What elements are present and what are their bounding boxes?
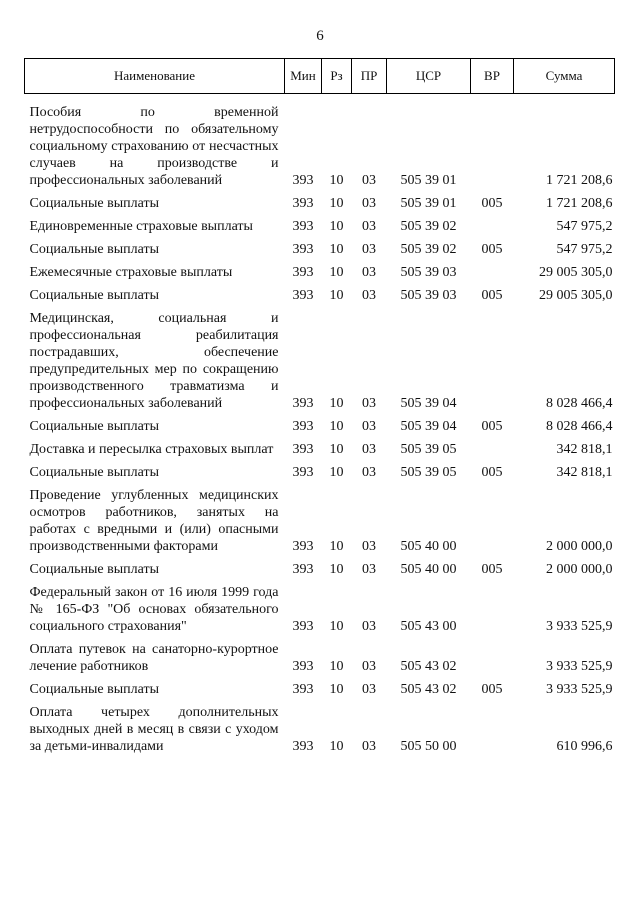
cell-min: 393 [292, 739, 314, 754]
cell-sum: 29 005 305,0 [539, 265, 613, 280]
cell-csr: 505 43 00 [400, 619, 457, 634]
cell-csr: 505 39 04 [400, 419, 457, 434]
cell-vr: 005 [481, 562, 503, 577]
cell-pr: 03 [362, 619, 376, 634]
header-vr: ВР [471, 59, 514, 94]
header-sum: Сумма [514, 59, 615, 94]
table-row [25, 258, 615, 281]
cell-sum: 2 000 000,0 [546, 562, 613, 577]
cell-rz: 10 [329, 682, 344, 697]
cell-csr: 505 50 00 [400, 739, 457, 754]
cell-min: 393 [292, 442, 314, 457]
header-rz: Рз [322, 59, 352, 94]
table-row [25, 304, 615, 412]
cell-pr: 03 [362, 739, 376, 754]
cell-vr [471, 578, 514, 635]
cell-csr: 505 39 01 [400, 196, 457, 211]
table-row [25, 458, 615, 481]
cell-name: Социальные выплаты [29, 419, 160, 434]
cell-rz: 10 [329, 659, 344, 674]
cell-pr: 03 [362, 562, 376, 577]
cell-rz: 10 [329, 465, 344, 480]
table-row [25, 281, 615, 304]
header-pr: ПР [352, 59, 387, 94]
cell-sum: 3 933 525,9 [546, 659, 613, 674]
cell-vr [471, 94, 514, 190]
cell-min: 393 [292, 173, 314, 188]
table-row [25, 94, 615, 190]
cell-rz: 10 [329, 288, 344, 303]
cell-pr: 03 [362, 196, 376, 211]
table-row [25, 675, 615, 698]
cell-sum: 610 996,6 [556, 739, 613, 754]
table-row [25, 412, 615, 435]
cell-vr: 005 [481, 242, 503, 257]
cell-csr: 505 40 00 [400, 562, 457, 577]
table-row [25, 435, 615, 458]
cell-name: Оплата путевок на санаторно-курортное лечение работников [29, 642, 279, 674]
cell-sum: 342 818,1 [556, 465, 613, 480]
cell-sum: 342 818,1 [556, 442, 613, 457]
cell-min: 393 [292, 619, 314, 634]
cell-pr: 03 [362, 419, 376, 434]
cell-rz: 10 [329, 419, 344, 434]
cell-name: Единовременные страховые выплаты [29, 219, 253, 234]
cell-pr: 03 [362, 173, 376, 188]
table-header [25, 59, 615, 94]
cell-rz: 10 [329, 219, 344, 234]
cell-csr: 505 39 03 [400, 288, 457, 303]
cell-vr: 005 [481, 419, 503, 434]
cell-rz: 10 [329, 562, 344, 577]
cell-csr: 505 39 02 [400, 242, 457, 257]
cell-rz: 10 [329, 739, 344, 754]
budget-table [24, 58, 615, 755]
cell-csr: 505 43 02 [400, 682, 457, 697]
cell-min: 393 [292, 419, 314, 434]
cell-rz: 10 [329, 196, 344, 211]
cell-name: Проведение углубленных медицинских осмотров работников, занятых на работах с вредными и (или) опасными производственными факторами [29, 488, 279, 554]
cell-csr: 505 40 00 [400, 539, 457, 554]
header-csr: ЦСР [387, 59, 471, 94]
cell-vr [471, 481, 514, 555]
cell-sum: 8 028 466,4 [546, 419, 613, 434]
cell-name: Социальные выплаты [29, 562, 160, 577]
cell-sum: 2 000 000,0 [546, 539, 613, 554]
header-name: Наименование [25, 59, 285, 94]
cell-sum: 3 933 525,9 [546, 619, 613, 634]
cell-min: 393 [292, 196, 314, 211]
table-row [25, 212, 615, 235]
cell-min: 393 [292, 242, 314, 257]
cell-min: 393 [292, 265, 314, 280]
cell-vr [471, 258, 514, 281]
cell-rz: 10 [329, 396, 344, 411]
cell-csr: 505 39 05 [400, 442, 457, 457]
cell-pr: 03 [362, 396, 376, 411]
cell-vr [471, 212, 514, 235]
cell-pr: 03 [362, 465, 376, 480]
cell-name: Федеральный закон от 16 июля 1999 года № 165-ФЗ "Об основах обязательного социального страхования" [29, 585, 279, 634]
header-min: Мин [285, 59, 322, 94]
table-row [25, 635, 615, 675]
cell-name: Оплата четырех дополнительных выходных дней в месяц в связи с уходом за детьми-инвалидами [29, 705, 279, 754]
cell-vr: 005 [481, 288, 503, 303]
cell-pr: 03 [362, 659, 376, 674]
table-body [25, 94, 615, 756]
table-row [25, 481, 615, 555]
cell-csr: 505 39 05 [400, 465, 457, 480]
cell-vr [471, 435, 514, 458]
page-number: 6 [316, 28, 324, 44]
table-row [25, 555, 615, 578]
cell-name: Социальные выплаты [29, 682, 160, 697]
cell-csr: 505 39 02 [400, 219, 457, 234]
cell-min: 393 [292, 682, 314, 697]
cell-csr: 505 39 03 [400, 265, 457, 280]
cell-vr [471, 304, 514, 412]
cell-sum: 547 975,2 [556, 242, 613, 257]
cell-rz: 10 [329, 539, 344, 554]
cell-sum: 1 721 208,6 [546, 173, 613, 188]
cell-rz: 10 [329, 442, 344, 457]
cell-min: 393 [292, 396, 314, 411]
cell-name: Социальные выплаты [29, 196, 160, 211]
cell-sum: 29 005 305,0 [539, 288, 613, 303]
cell-min: 393 [292, 219, 314, 234]
cell-pr: 03 [362, 242, 376, 257]
cell-pr: 03 [362, 265, 376, 280]
cell-rz: 10 [329, 619, 344, 634]
cell-sum: 8 028 466,4 [546, 396, 613, 411]
table-row [25, 578, 615, 635]
cell-min: 393 [292, 465, 314, 480]
cell-min: 393 [292, 288, 314, 303]
cell-name: Медицинская, социальная и профессиональная реабилитация пострадавших, обеспечение предупредительных мер по сокращению производственного травматизма и профессиональных заболеваний [29, 311, 279, 411]
cell-name: Ежемесячные страховые выплаты [29, 265, 233, 280]
cell-pr: 03 [362, 682, 376, 697]
cell-csr: 505 43 02 [400, 659, 457, 674]
cell-sum: 3 933 525,9 [546, 682, 613, 697]
cell-sum: 547 975,2 [556, 219, 613, 234]
cell-pr: 03 [362, 442, 376, 457]
cell-name: Социальные выплаты [29, 242, 160, 257]
cell-vr: 005 [481, 682, 503, 697]
cell-min: 393 [292, 659, 314, 674]
cell-rz: 10 [329, 265, 344, 280]
cell-pr: 03 [362, 219, 376, 234]
table-row [25, 189, 615, 212]
cell-csr: 505 39 04 [400, 396, 457, 411]
cell-csr: 505 39 01 [400, 173, 457, 188]
cell-rz: 10 [329, 242, 344, 257]
cell-vr [471, 635, 514, 675]
cell-rz: 10 [329, 173, 344, 188]
cell-sum: 1 721 208,6 [546, 196, 613, 211]
table-row [25, 698, 615, 755]
cell-name: Социальные выплаты [29, 465, 160, 480]
cell-vr: 005 [481, 465, 503, 480]
cell-name: Социальные выплаты [29, 288, 160, 303]
cell-pr: 03 [362, 539, 376, 554]
cell-vr [471, 698, 514, 755]
cell-pr: 03 [362, 288, 376, 303]
cell-min: 393 [292, 539, 314, 554]
cell-name: Пособия по временной нетрудоспособности по обязательному социальному страхованию от несчастных случаев на производстве и профессиональных заболеваний [29, 105, 279, 188]
cell-min: 393 [292, 562, 314, 577]
table-row [25, 235, 615, 258]
cell-vr: 005 [481, 196, 503, 211]
cell-name: Доставка и пересылка страховых выплат [29, 442, 274, 457]
